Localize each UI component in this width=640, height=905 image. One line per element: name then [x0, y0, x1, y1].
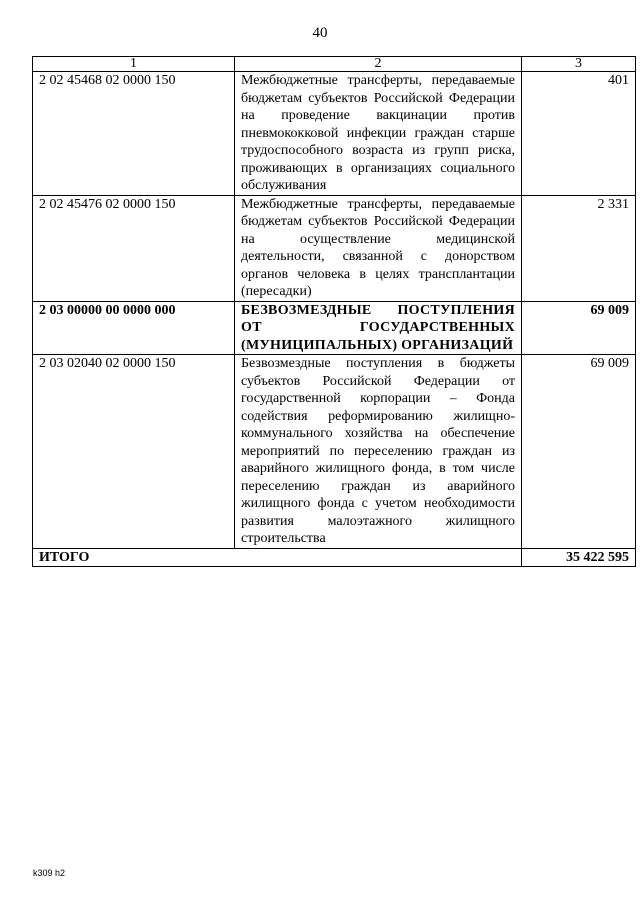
- row-amount: 401: [522, 72, 636, 196]
- row-amount: 2 331: [522, 195, 636, 301]
- row-description: БЕЗВОЗМЕЗДНЫЕ ПОСТУПЛЕНИЯ ОТ ГОСУДАРСТВЕННЫХ (МУНИЦИПАЛЬНЫХ) ОРГАНИЗАЦИЙ: [235, 301, 522, 355]
- total-label: ИТОГО: [33, 548, 522, 567]
- row-code: 2 03 00000 00 0000 000: [33, 301, 235, 355]
- table-row: [33, 355, 636, 549]
- table-row: [33, 72, 636, 196]
- table-header-row: [33, 57, 636, 72]
- column-header-2: 2: [235, 57, 522, 72]
- row-description: Межбюджетные трансферты, передаваемые бюджетам субъектов Российской Федерации на проведение вакцинации против пневмококковой инфекции граждан старше трудоспособного возраста из групп риска, проживающих в организациях социального обслуживания: [235, 72, 522, 196]
- row-amount: 69 009: [522, 355, 636, 549]
- budget-table: [32, 56, 636, 567]
- footer-mark: k309 h2: [33, 868, 66, 878]
- column-header-1: 1: [33, 57, 235, 72]
- row-code: 2 02 45476 02 0000 150: [33, 195, 235, 301]
- row-amount: 69 009: [522, 301, 636, 355]
- table-row: [33, 195, 636, 301]
- row-description: Межбюджетные трансферты, передаваемые бюджетам субъектов Российской Федерации на осуществление медицинской деятельности, связанной с донорством органов человека в целях трансплантации (пересадки): [235, 195, 522, 301]
- table-row-section: [33, 301, 636, 355]
- total-row: [33, 548, 636, 567]
- row-description: Безвозмездные поступления в бюджеты субъектов Российской Федерации от государственной корпорации – Фонда содействия реформированию жилищно-коммунального хозяйства на обеспечение мероприятий по переселению граждан из аварийного жилищного фонда, в том числе переселению граждан из аварийного жилищного фонда с учетом необходимости развития малоэтажного жилищного строительства: [235, 355, 522, 549]
- row-code: 2 02 45468 02 0000 150: [33, 72, 235, 196]
- page-number: 40: [312, 25, 328, 41]
- column-header-3: 3: [522, 57, 636, 72]
- row-code: 2 03 02040 02 0000 150: [33, 355, 235, 549]
- total-amount: 35 422 595: [522, 548, 636, 567]
